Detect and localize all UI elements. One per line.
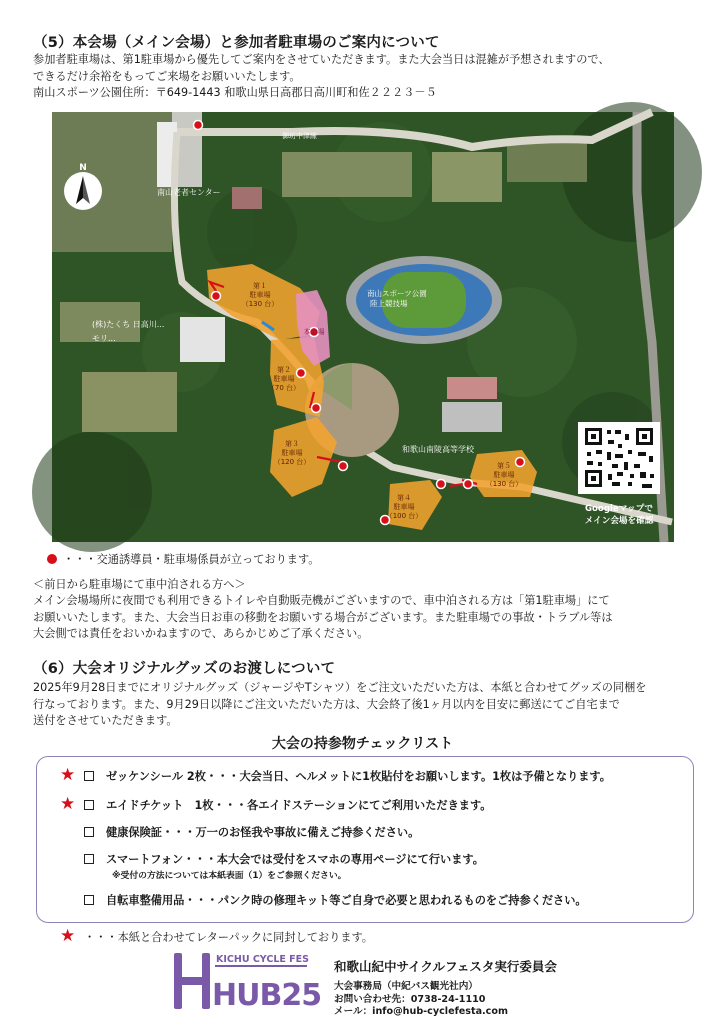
svg-text:（70 台）: （70 台）	[267, 384, 301, 392]
section6-line1: 2025年9月28日までにオリジナルグッズ（ジャージやTシャツ）をご注文いただいた方は、本紙と合わせてグッズの同梱を	[33, 681, 647, 694]
svg-text:KICHU CYCLE FES: KICHU CYCLE FES	[216, 954, 309, 965]
checklist-title: 大会の持参物チェックリスト	[271, 736, 454, 752]
label-center: 南山老者センター	[157, 188, 221, 197]
section5-line1: 参加者駐車場は、第1駐車場から優先してご案内をさせていただきます。また大会当日は混雑が予想されますので、	[33, 53, 610, 66]
star-icon: ★	[60, 926, 76, 946]
svg-text:駐車場: 駐車場	[393, 503, 415, 511]
checkbox[interactable]	[84, 800, 94, 810]
label-bath: モリ...	[92, 334, 116, 343]
office-name: 大会事務局（中紀バス観光社内）	[334, 981, 478, 992]
qr-caption-2: メイン会場を確認	[584, 516, 654, 526]
svg-text:HUB25: HUB25	[212, 978, 322, 1013]
svg-text:（100 台）: （100 台）	[385, 512, 423, 520]
svg-text:駐車場: 駐車場	[249, 291, 271, 299]
overnight-line2: お願いいたします。また、大会当日お車の移動をお願いする場合がございます。また駐車場での事故・トラブル等は	[33, 610, 613, 624]
svg-text:第１: 第１	[253, 282, 267, 290]
checklist-subnote: ※受付の方法については本紙表面（1）をご参照ください。	[112, 871, 347, 881]
section6-line3: 送付をさせていただきます。	[33, 714, 178, 727]
svg-text:（130 台）: （130 台）	[241, 300, 279, 308]
map-legend	[47, 551, 319, 567]
label-company: (株)たくち 日高川...	[92, 320, 165, 329]
svg-text:第２: 第２	[277, 366, 291, 374]
organizer-info	[334, 957, 557, 1019]
venue-map	[52, 112, 674, 542]
contact-phone: お問い合わせ先：0738-24-1110	[334, 993, 486, 1005]
label-school: 和歌山南陵高等学校	[402, 445, 474, 454]
checklist-item: 自転車整備用品・・・パンク時の修理キット等ご自身で必要と思われるものをご持参ください。	[60, 892, 587, 908]
checklist-item: ★ ゼッケンシール 2枚・・・大会当日、ヘルメットに1枚貼付をお願いします。1枚は予備となります。	[60, 765, 611, 785]
svg-text:N: N	[79, 163, 87, 173]
svg-text:第５: 第５	[497, 462, 511, 470]
svg-text:駐車場: 駐車場	[273, 375, 295, 383]
contact-email[interactable]: メール：info@hub-cyclefesta.com	[334, 1006, 508, 1017]
svg-text:第３: 第３	[285, 440, 299, 448]
svg-text:（130 台）: （130 台）	[485, 480, 523, 488]
overnight-line3: 大会側では責任をおいかねますので、あらかじめご了承ください。	[33, 627, 369, 640]
star-icon: ★	[60, 765, 76, 785]
section6-line2: 行なっております。また、9月29日以降にご注文いただいた方は、大会終了後1ヶ月以内を目安に郵送にてご自宅まで	[33, 697, 620, 711]
checkbox[interactable]	[84, 827, 94, 837]
label-stadium2: 陸上競技場	[370, 299, 408, 308]
svg-text:本会場: 本会場	[303, 328, 325, 336]
venue-address: 南山スポーツ公園住所：〒649-1443 和歌山県日高郡日高川町和佐２２２３－５	[33, 86, 437, 99]
organizer-name: 和歌山紀中サイクルフェスタ実行委員会	[334, 959, 557, 974]
section5-line2: できるだけ余裕をもってご来場をお願いいたします。	[33, 69, 301, 83]
legend-text: ・・・交通誘導員・駐車場係員が立っております。	[63, 553, 320, 566]
svg-text:第４: 第４	[397, 494, 411, 502]
checklist-item: スマートフォン・・・本大会では受付をスマホの専用ページにて行います。	[60, 851, 484, 867]
overnight-title: ＜前日から駐車場にて車中泊される方へ＞	[33, 578, 246, 591]
section6-title: （6）大会オリジナルグッズのお渡しについて	[33, 661, 336, 677]
section5-title: （5）本会場（メイン会場）と参加者駐車場のご案内について	[33, 35, 440, 51]
checkbox[interactable]	[84, 771, 94, 781]
star-note: ★ ・・・本紙と合わせてレターパックに同封しております。	[60, 926, 373, 946]
overnight-line1: メイン会場場所に夜間でも利用できるトイレや自動販売機がございますので、車中泊される方は「第1駐車場」にて	[33, 594, 610, 607]
label-road: 御坊中津線	[282, 132, 317, 140]
checklist-item: ★ エイドチケット 1枚・・・各エイドステーションにてご利用いただきます。	[60, 794, 492, 814]
svg-text:（120 台）: （120 台）	[273, 458, 311, 466]
checkbox[interactable]	[84, 895, 94, 905]
svg-text:駐車場: 駐車場	[493, 471, 515, 479]
qr-code-icon	[578, 422, 660, 494]
svg-text:駐車場: 駐車場	[281, 449, 303, 457]
red-dot-icon	[47, 554, 57, 564]
label-stadium1: 南山スポーツ公園	[367, 289, 427, 298]
star-icon: ★	[60, 794, 76, 814]
checkbox[interactable]	[84, 854, 94, 864]
hub25-logo	[172, 949, 322, 1013]
checklist-item: 健康保険証・・・万一のお怪我や事故に備えご持参ください。	[60, 824, 419, 840]
qr-caption-1: Googleマップで	[584, 504, 654, 514]
